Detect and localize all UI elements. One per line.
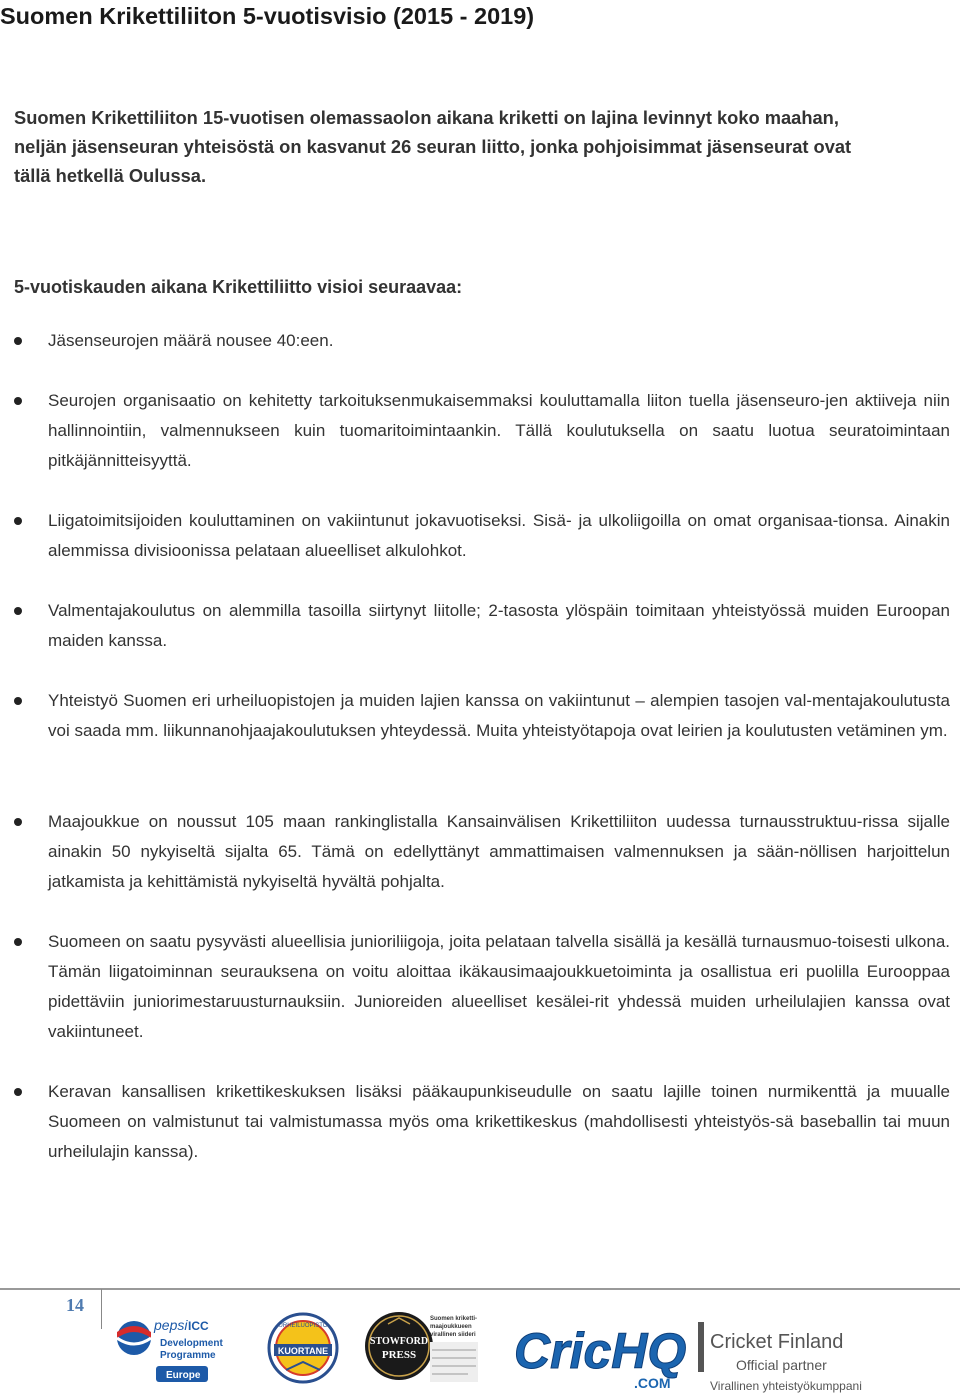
page-number: 14 [66, 1295, 84, 1315]
list-item-text: Yhteistyö Suomen eri urheiluopistojen ja muiden lajien kanssa on vakiintunut – alempien tasojen val-mentajakoulutusta voi saada mm. liikunnanohjaajakoulutuksen yhteydessä. Muita yhteistyötapoja ovat leirien ja koulutusten vetäminen ym. [48, 691, 950, 740]
list-item-text: Liigatoimitsijoiden kouluttaminen on vakiintunut jokavuotiseksi. Sisä- ja ulkoliigoilla on omat organisaa-tionsa. Ainakin alemmissa divisioonissa pelataan alueelliset alkulohkot. [48, 511, 950, 560]
bullet-icon [14, 697, 22, 705]
vision-heading: 5-vuotiskauden aikana Krikettiliitto visioi seuraavaa: [14, 277, 463, 297]
crichq-logo [510, 1308, 690, 1398]
cf-partner-fi: Virallinen yhteistyökumppani [710, 1379, 862, 1393]
bullet-icon [14, 517, 22, 525]
kuortane-logo [264, 1308, 342, 1398]
bullet-icon [14, 397, 22, 405]
bullet-icon [14, 607, 22, 615]
kuortane-text: KUORTANE [277, 1346, 329, 1356]
crichq-text: CricHQ [514, 1323, 687, 1379]
list-item-text: Valmentajakoulutus on alemmilla tasoilla siirtynyt liitolle; 2-tasosta ylöspäin toimitaan yhteistyössä muiden Euroopan maiden kanssa. [48, 601, 950, 650]
intro-line: Suomen Krikettiliiton 15-vuotisen olemassaolon aikana kriketti on lajina levinnyt koko maahan, [14, 107, 839, 128]
stowford-press-logo [360, 1308, 438, 1398]
page-title: Suomen Krikettiliiton 5-vuotisvisio (2015 - 2019) [0, 3, 535, 29]
intro-line: tällä hetkellä Oulussa. [14, 165, 207, 186]
europe-text: Europe [166, 1370, 201, 1381]
pepsi-icc-logo [112, 1308, 223, 1398]
development-text: Development [160, 1338, 223, 1349]
bullet-icon [14, 938, 22, 946]
list-item-text: Jäsenseurojen määrä nousee 40:een. [48, 331, 334, 350]
list-item-text: Suomeen on saatu pysyvästi alueellisia junioriliigoja, joita pelataan talvella sisällä ja kesällä turnausmuo-toisesti ulkona. Tämän liigatoiminnan seurauksena on voitu aloittaa ikäkausimaajoukkuetoiminta ja osallistua eri puolilla Eurooppaa pidettäviin juniorimestaruusturnauksiin. Junioreiden alueelliset kesälei-rit yhdessä muiden urheilulajien kanssa ovat vakiintuneet. [48, 932, 950, 1041]
cider-text-line: virallinen siideri [430, 1332, 476, 1338]
list-item-text: Seurojen organisaatio on kehitetty tarkoituksenmukaisemmaksi kouluttamalla liiton tuella jäsenseuro-jen aktiiveja niin hallinnointiin, valmennukseen kuin tuomaritoimintaankin. Tällä koulutuksella on saatu luotua seuratoimintaan pitkäjännitteisyyttä. [48, 391, 950, 470]
bullet-icon [14, 818, 22, 826]
icc-text: ICC [188, 1319, 209, 1333]
footer-divider [0, 1288, 960, 1290]
programme-text: Programme [160, 1350, 216, 1361]
cider-text-line: maajoukkueen [430, 1324, 472, 1330]
pepsi-text: pepsi [154, 1317, 188, 1333]
stowford-text: STOWFORD [369, 1336, 429, 1347]
bullet-icon [14, 337, 22, 345]
list-item-text: Maajoukkue on noussut 105 maan rankinglistalla Kansainvälisen Krikettiliiton uudessa turnausstruktuu-rissa sijalle ainakin 50 nykyiseltä sijalta 65. Tämä on edellyttänyt ammattimaisen valmennuksen ja sään-nöllisen harjoittelun jatkamista ja kehittämistä nykyiseltä hyvältä pohjalta. [48, 812, 950, 891]
list-item-text: Keravan kansallisen krikettikeskuksen lisäksi pääkaupunkiseudulle on saatu lajille toinen nurmikenttä ja muualle Suomeen on valmistunut tai valmistumassa myös oma krikettikeskus (mahdollisesti yhteistyös-sä baseballin tai muun urheilulajin kanssa). [48, 1082, 950, 1161]
cf-bar-icon [698, 1322, 704, 1372]
cf-name: Cricket Finland [710, 1331, 844, 1353]
ring-text: URHEILUOPISTO [278, 1323, 328, 1329]
crichq-com-text: .COM [634, 1375, 671, 1391]
intro-paragraph [14, 103, 949, 190]
press-text: PRESS [381, 1349, 417, 1361]
cider-text-block [428, 1308, 486, 1398]
sponsor-logos [112, 1308, 960, 1398]
cider-text-line: Suomen kriketti- [430, 1316, 478, 1322]
cricket-finland-logo [696, 1308, 960, 1398]
bullet-icon [14, 1088, 22, 1096]
cf-official-partner: Official partner [736, 1357, 827, 1373]
intro-line: neljän jäsenseuran yhteisöstä on kasvanut 26 seuran liitto, jonka pohjoisimmat jäsenseurat ovat [14, 136, 852, 157]
